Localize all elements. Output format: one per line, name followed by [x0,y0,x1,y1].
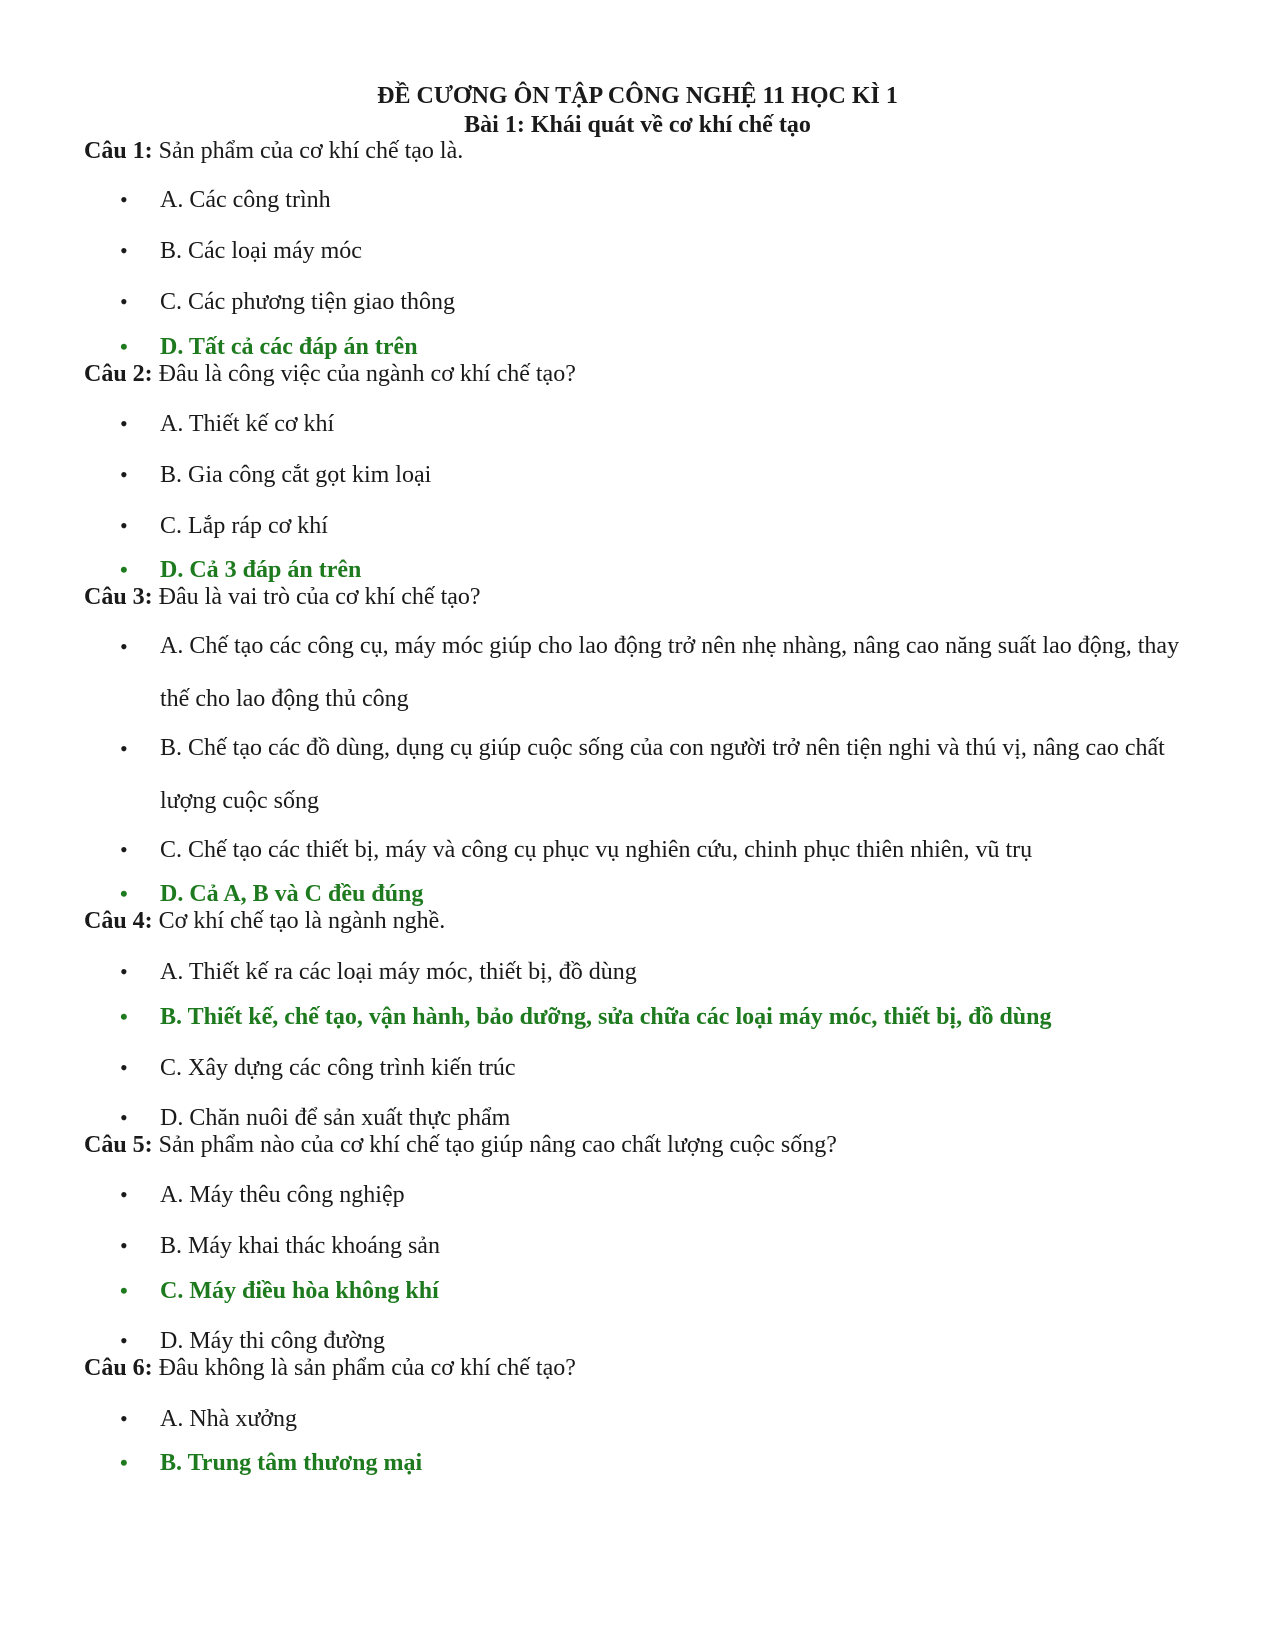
correct-answer-option [120,556,1180,584]
answer-option [120,1181,1180,1209]
document-title: ĐỀ CƯƠNG ÔN TẬP CÔNG NGHỆ 11 HỌC KÌ 1 [377,83,898,109]
option-text: A. Nhà xưởng [160,1406,298,1432]
option-text: B. Gia công cắt gọt kim loại [160,462,432,488]
bullet-icon: • [120,1055,128,1080]
option-text: A. Thiết kế cơ khí [160,411,335,437]
question-5 [84,1131,837,1159]
correct-answer-option [120,1003,1180,1031]
lesson-subtitle: Bài 1: Khái quát về cơ khí chế tạo [464,112,811,138]
question-label: Câu 4: [84,908,153,934]
answer-option [120,1054,1180,1082]
option-text: C. Chế tạo các thiết bị, máy và công cụ phục vụ nghiên cứu, chinh phục thiên nhiên, vũ trụ [160,837,1033,863]
correct-answer-option [120,333,1180,361]
option-text: D. Chăn nuôi để sản xuất thực phẩm [160,1105,511,1131]
bullet-icon: • [120,1328,128,1353]
question-text: Đâu không là sản phẩm của cơ khí chế tạo? [152,1355,576,1381]
bullet-icon: • [120,1406,128,1431]
option-text: B. Trung tâm thương mại [160,1450,423,1476]
option-text: A. Các công trình [160,187,331,213]
bullet-icon: • [120,881,128,906]
option-text: C. Máy điều hòa không khí [160,1278,439,1304]
question-text: Đâu là công việc của ngành cơ khí chế tạo? [152,361,576,387]
option-text: A. Thiết kế ra các loại máy móc, thiết bị, đồ dùng [160,959,637,985]
correct-answer-option [120,1277,1180,1305]
bullet-icon: • [120,1004,128,1029]
answer-option [120,512,1180,540]
bullet-icon: • [120,462,128,487]
option-text: A. Chế tạo các công cụ, máy móc giúp cho lao động trở nên nhẹ nhàng, nâng cao năng suất lao động, thay thế cho lao động thủ công [160,633,1180,712]
bullet-icon: • [120,513,128,538]
bullet-icon: • [120,634,128,659]
bullet-icon: • [120,1233,128,1258]
correct-answer-option [120,880,1180,908]
option-text: C. Xây dựng các công trình kiến trúc [160,1055,516,1081]
bullet-icon: • [120,1105,128,1130]
bullet-icon: • [120,1450,128,1475]
bullet-icon: • [120,187,128,212]
question-label: Câu 2: [84,361,153,387]
option-text: B. Chế tạo các đồ dùng, dụng cụ giúp cuộc sống của con người trở nên tiện nghi và thú vị, nâng cao chất lượng cuộc sống [160,735,1165,814]
question-text: Sản phẩm nào của cơ khí chế tạo giúp nâng cao chất lượng cuộc sống? [152,1132,837,1158]
question-2 [84,360,576,388]
bullet-icon: • [120,334,128,359]
answer-option [120,1232,1180,1260]
answer-option [120,836,1180,864]
bullet-icon: • [120,1278,128,1303]
question-3 [84,583,481,611]
option-text: D. Máy thi công đường [160,1328,386,1354]
option-text: B. Thiết kế, chế tạo, vận hành, bảo dưỡng, sửa chữa các loại máy móc, thiết bị, đồ dùng [160,1004,1052,1030]
bullet-icon: • [120,238,128,263]
correct-answer-option [120,1449,1180,1477]
option-text: D. Cả A, B và C đều đúng [160,881,424,907]
option-text: C. Các phương tiện giao thông [160,289,455,315]
answer-option [120,186,1180,214]
bullet-icon: • [120,289,128,314]
option-text: D. Tất cả các đáp án trên [160,334,418,360]
question-text: Sản phẩm của cơ khí chế tạo là. [152,138,464,164]
question-text: Đâu là vai trò của cơ khí chế tạo? [152,584,481,610]
answer-option [120,237,1180,265]
option-text: D. Cả 3 đáp án trên [160,557,362,583]
question-label: Câu 6: [84,1355,153,1381]
answer-option [120,461,1180,489]
answer-option [120,1405,1180,1433]
question-text: Cơ khí chế tạo là ngành nghề. [152,908,446,934]
answer-option [120,1327,1180,1355]
bullet-icon: • [120,959,128,984]
option-text: B. Các loại máy móc [160,238,362,264]
bullet-icon: • [120,1182,128,1207]
bullet-icon: • [120,837,128,862]
answer-option [120,410,1180,438]
question-label: Câu 1: [84,138,153,164]
option-text: B. Máy khai thác khoáng sản [160,1233,440,1259]
answer-option [120,288,1180,316]
bullet-icon: • [120,411,128,436]
answer-option [120,1104,1180,1132]
question-4 [84,907,445,935]
question-6 [84,1354,576,1382]
answer-option [120,620,1180,726]
bullet-icon: • [120,557,128,582]
answer-option [120,958,1180,986]
bullet-icon: • [120,736,128,761]
answer-option [120,722,1180,828]
option-text: A. Máy thêu công nghiệp [160,1182,405,1208]
question-1 [84,137,463,165]
option-text: C. Lắp ráp cơ khí [160,513,328,539]
question-label: Câu 3: [84,584,153,610]
question-label: Câu 5: [84,1132,153,1158]
